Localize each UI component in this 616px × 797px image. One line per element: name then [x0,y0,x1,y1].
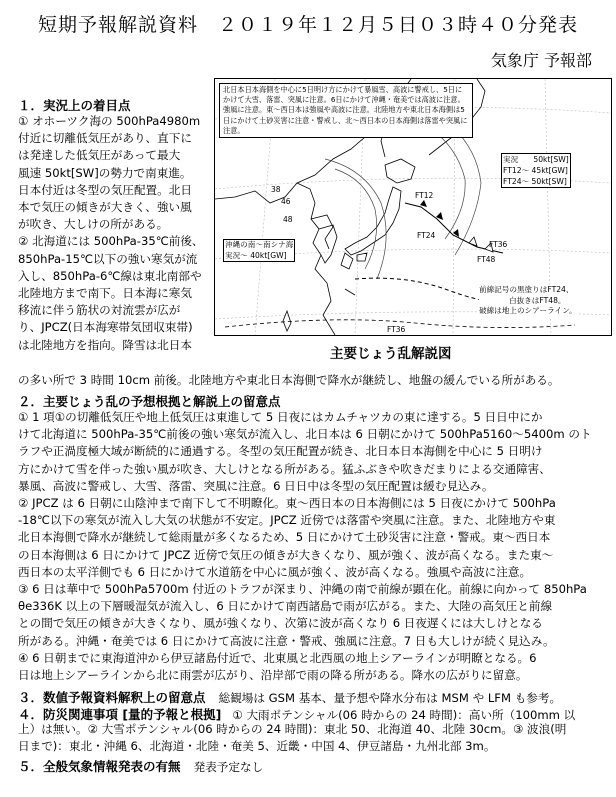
text-line: 本で気圧の傾きが大きく、強い風 [18,200,192,215]
okinawa-wind-box [223,239,295,262]
text-line: 暴風、高波に警戒し、大雪、落雷、突風に注意。6 日日中は冬型の気圧配置は緩む見込み。 [18,478,494,493]
text-line: 所がある。沖縄・奄美では 6 日にかけて高波に注意・警戒、強風に注意。7 日も大しけが続く見込み。 [18,633,555,648]
text-line: ① 大雨ポテンシャル(06 時からの 24 時間)：高い所（100mm 以 [232,708,576,722]
section-5-heading: ５．全般気象情報発表の有無 [18,759,181,774]
ft-label: FT24 [417,231,436,240]
text-line: 日本付近は冬型の気圧配置。北日 [18,182,192,197]
section-4-body [18,721,566,755]
section-2-heading: ２．主要じょう乱の予想根拠と解説上の留意点 [18,394,281,409]
ft-label: FT36 [387,325,406,334]
front-symbol-explanation [479,285,577,317]
section-3-text: 総観場は GSM 基本、量予想や降水分布は MSM や LFM も参考。 [218,691,562,705]
wind-number: 38 [271,185,281,194]
text-line: は発達した低気圧があって最大 [18,148,181,163]
text-line: が吹き、大しけの所がある。 [18,217,169,232]
text-line: -18℃以下の寒気が流入し大気の状態が不安定。JPCZ 近傍では落雷や突風に注意。また、北陸地方や東 [18,513,556,528]
text-line: の日本海側は 6 日にかけて JPCZ 近傍で気圧の傾きが大きくなり、風が強く、波が高くなる。また東～ [18,547,554,562]
wind-number: 46 [281,197,291,206]
text-line: ① オホーツク海の 500hPa4980m [18,114,201,128]
text-line: 北陸地方まで南下。日本海に寒気 [18,286,192,301]
okinawa-line: 実況～ 40kt[GW] [225,250,287,260]
section-2-body [18,409,608,684]
explain-line: 破線は地上のシアーライン。 [479,306,577,315]
legend-line: FT24～ 50kt[SW] [503,177,567,186]
section-1-tail: の多い所で 3 時間 10cm 前後。北陸地方や東北日本海側で降水が継続し、地盤の緩んでいる所がある。 [18,373,560,387]
wind-number: 48 [283,215,293,224]
section-1-body [18,113,214,354]
text-line: 西日本の太平洋側でも 6 日にかけて水道筋を中心に風が強く、波が高くなる。強風や高波に注意。 [18,564,532,579]
text-line: ラフや正渦度極大域が断続的に通過する。冬型の気圧配置が続き、北日本日本海側を中心に 5 日明け [18,444,543,459]
warning-note-box: 北日本日本海側を中心に5日明け方にかけて暴風雪、高波に警戒し、5日にかけて大雪、落雷、突風に注意。6日にかけて沖縄・奄美では高波に注意。強風に注意。東～西日本は強風や高波に注意。北陸地方や東北日本海側は5日にかけて土砂災害に注意・警戒し、北～西日本の日本海側は落雷や突風に注意。 [219,83,473,138]
section-4-heading: ４．防災関連事項 [量的予報と根拠] [18,707,222,722]
text-line: けて北海道に 500hPa-35℃前後の強い寒気が流入し、北日本は 6 日朝にかけて 500hPa5160～5400m のト [18,427,592,442]
text-line: ④ 6 日朝までに東海道沖から伊豆諸島付近で、北東風と北西風の地上シアーラインが明瞭となる。6 [18,650,537,665]
okinawa-line: 沖縄の南～南シナ海 [225,240,294,249]
explain-line: 白抜きはFT48。 [509,295,566,305]
disturbance-map [214,78,612,336]
map-caption: 主要じょう乱解説図 [330,346,452,362]
text-line: との間で気圧の傾きが大きくなり、風が強くなり、次第に波が高くなり 6 日夜遅くには大しけとなる [18,616,543,631]
wind-legend [501,153,571,188]
text-line: ② 北海道には 500hPa-35℃前後、 [18,234,204,249]
document-title: 短期予報解説資料 ２０１９年１２月５日０３時４０分発表 [38,14,579,36]
text-line: は北陸地方を指向。降雪は北日本 [18,337,192,352]
section-1-heading: １．実況上の着目点 [18,98,131,113]
text-line: ② JPCZ は 6 日朝に山陰沖まで南下して不明瞭化。東～西日本の日本海側には 5 日夜にかけて 500hPa [18,496,556,511]
text-line: ③ 6 日は華中で 500hPa5700m 付近のトラフが深まり、沖縄の南で前線が顕在化。前線に向かって 850hPa [18,582,587,597]
text-line: 北日本海側で降水が継続して総雨量が多くなるため、5 日にかけて土砂災害に注意・警戒。東～西日本 [18,530,551,545]
text-line: 方にかけて雪を伴った強い風が吹き、大しけとなる所がある。猛ふぶきや吹きだまりによる交通障害、 [18,461,551,476]
text-line: 日は地上シアーラインから北に雨雲が広がり、沿岸部で雨の降る所がある。降水の広がりに留意。 [18,668,528,683]
text-line: 入し、850hPa-6℃線は東北南部や [18,268,202,283]
text-line: θe336K 以上の下層暖湿気が流入し、6 日にかけて南西諸島で雨が広がる。また、大陸の高気圧と前線 [18,599,553,614]
text-line: 移流に伴う筋状の対流雲が広が [18,303,181,318]
ft-label: FT48 [477,255,496,264]
text-line: ① 1 項①の切離低気圧や地上低気圧は東進して 5 日夜にはカムチャツカの東に達する。5 日日中にか [18,410,543,424]
section-5-text: 発表予定なし [193,760,264,774]
explain-line: 前線記号の黒塗りはFT24、 [479,285,574,294]
legend-line: FT12～ 45kt[GW] [503,166,568,175]
section-3-heading: ３．数値予報資料解釈上の留意点 [18,690,206,705]
issuing-organization: 気象庁 予報部 [490,51,592,70]
text-line: 上）は無い。② 大雪ポテンシャル(06 時からの 24 時間)：東北 50、北海道 40、北陸 30cm。③ 波浪(明 [18,722,567,736]
ft-label: FT36 [489,240,508,249]
text-line: 日まで)：東北・沖縄 6、北海道・北陸・奄美 5、近畿・中国 4、伊豆諸島・九州北部 3m。 [18,739,496,754]
legend-line: 実況 50kt[SW] [503,155,569,164]
text-line: 付近に切離低気圧があり、直下に [18,131,192,146]
text-line: 風速 50kt[SW]の勢力で南東進。 [18,165,192,180]
ft-label: FT12 [415,191,434,200]
section-5 [18,756,263,776]
text-line: 850hPa-15℃以下の強い寒気が流 [18,251,198,266]
text-line: り、JPCZ(日本海寒帯気団収束帯) [18,320,193,335]
